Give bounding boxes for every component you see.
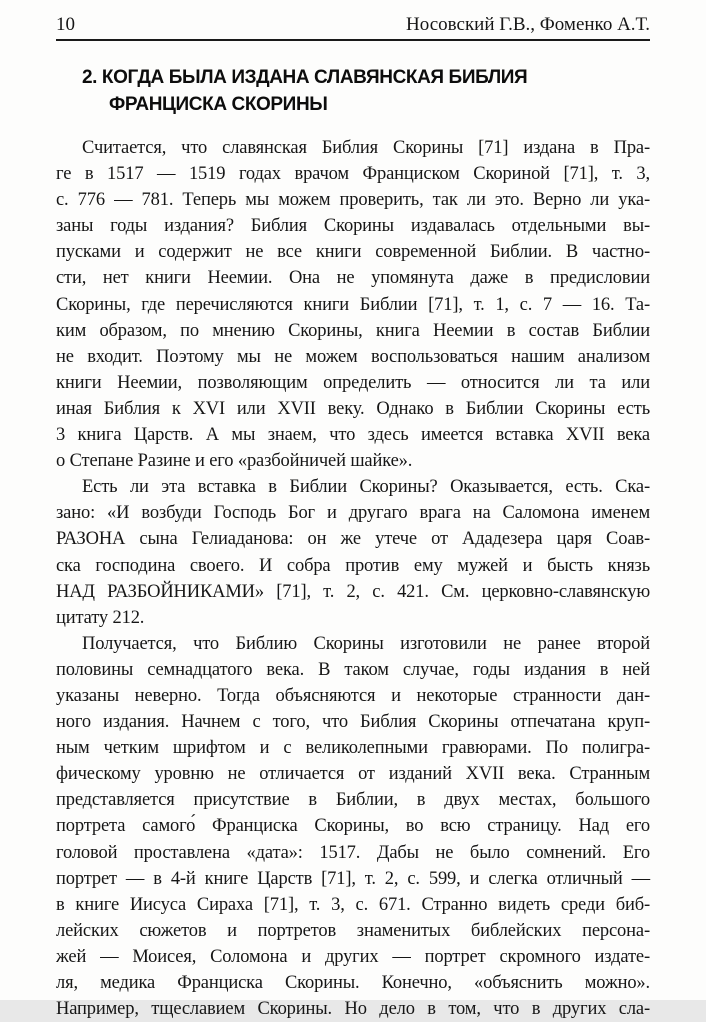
text-line: с. 776 — 781. Теперь мы можем проверить, так ли это. Верно ли ука- — [56, 190, 650, 211]
text-line: заны годы издания? Библия Скорины издавалась отдельными вы- — [56, 216, 650, 237]
text-line: ным четким шрифтом и с великолепными гравюрами. По полигра- — [56, 738, 650, 759]
text-line: ля, медика Франциска Скорины. Конечно, «объяснить можно». — [56, 973, 650, 993]
text-line: о Степане Разине и его «разбойничей шайке». — [56, 451, 413, 472]
text-line: фическому уровню не отличается от изданий XVII века. Странным — [56, 764, 650, 785]
text-line: ге в 1517 — 1519 годах врачом Франциском Скориной [71], т. 3, — [56, 164, 650, 185]
text-line: лейских сюжетов и портретов знаменитых библейских персона- — [56, 920, 650, 941]
text-line: пусками и содержит не все книги современной Библии. В частно- — [56, 242, 650, 263]
text-line: ким образом, по мнению Скорины, книга Неемии в состав Библии — [56, 320, 650, 341]
text-line: книги Неемии, позволяющим определить — относится ли та или — [56, 372, 650, 393]
text-line: Считается, что славянская Библия Скорины [71] издана в Пра- — [82, 138, 650, 158]
section-heading-line-2: ФРАНЦИСКА СКОРИНЫ — [109, 94, 328, 115]
text-line: 3 книга Царств. А мы знаем, что здесь имеется вставка XVII века — [56, 425, 650, 446]
text-line: представляется присутствие в Библии, в двух местах, большого — [56, 790, 650, 811]
text-line: в книге Иисуса Сираха [71], т. 3, с. 671. Странно видеть среди биб- — [56, 894, 650, 915]
text-line: жей — Моисея, Соломона и других — портрет скромного издате- — [56, 946, 650, 967]
text-line: Скорины, где перечисляются книги Библии [71], т. 1, с. 7 — 16. Та- — [56, 294, 650, 315]
text-line: НАД РАЗБОЙНИКАМИ» [71], т. 2, с. 421. См. церковно-славянскую — [56, 581, 650, 602]
header-rule — [56, 39, 650, 41]
running-head-authors: Носовский Г.В., Фоменко А.Т. — [406, 14, 650, 35]
section-heading — [82, 64, 650, 118]
text-line: сти, нет книги Неемии. Она не упомянута даже в предисловии — [56, 268, 650, 289]
text-line: портрет — в 4-й книге Царств [71], т. 2, с. 599, и слегка отличный — — [56, 868, 650, 889]
text-line: головой проставлена «дата»: 1517. Дабы не было сомнений. Его — [56, 842, 650, 863]
text-line: половины семнадцатого века. В таком случае, годы издания в ней — [56, 659, 650, 680]
text-line: указаны неверно. Тогда объясняются и некоторые странности дан- — [56, 685, 650, 706]
text-line: Есть ли эта вставка в Библии Скорины? Оказывается, есть. Ска- — [82, 477, 650, 498]
text-line: РАЗОНА сына Гелиаданова: он же утече от Ададезера царя Соав- — [56, 529, 650, 550]
text-line: цитату 212. — [56, 607, 145, 628]
text-line: зано: «И возбуди Господь Бог и другаго врага на Саломона именем — [56, 503, 650, 524]
paragraph — [56, 135, 650, 474]
page-number: 10 — [56, 14, 75, 35]
text-line: не входит. Поэтому мы не можем воспользоваться нашим анализом — [56, 346, 650, 367]
body-text — [56, 135, 650, 1022]
text-line: ска господина своего. И собра против ему мужей и бысть князь — [56, 555, 650, 576]
text-line: Получается, что Библию Скорины изготовили не ранее второй — [82, 633, 650, 654]
text-line: ного издания. Начнем с того, что Библия Скорины отпечатана круп- — [56, 712, 650, 733]
section-heading-line-1: 2. КОГДА БЫЛА ИЗДАНА СЛАВЯНСКАЯ БИБЛИЯ — [82, 67, 528, 88]
text-line: Например, тщеславием Скорины. Но дело в том, что в других сла- — [56, 999, 650, 1020]
page-header — [56, 14, 650, 36]
text-line: портрета самого́ Франциска Скорины, во всю страницу. Над его — [56, 816, 650, 837]
paragraph — [56, 631, 650, 1022]
paragraph — [56, 474, 650, 631]
text-line: иная Библия к XVI или XVII веку. Однако в Библии Скорины есть — [56, 398, 650, 419]
